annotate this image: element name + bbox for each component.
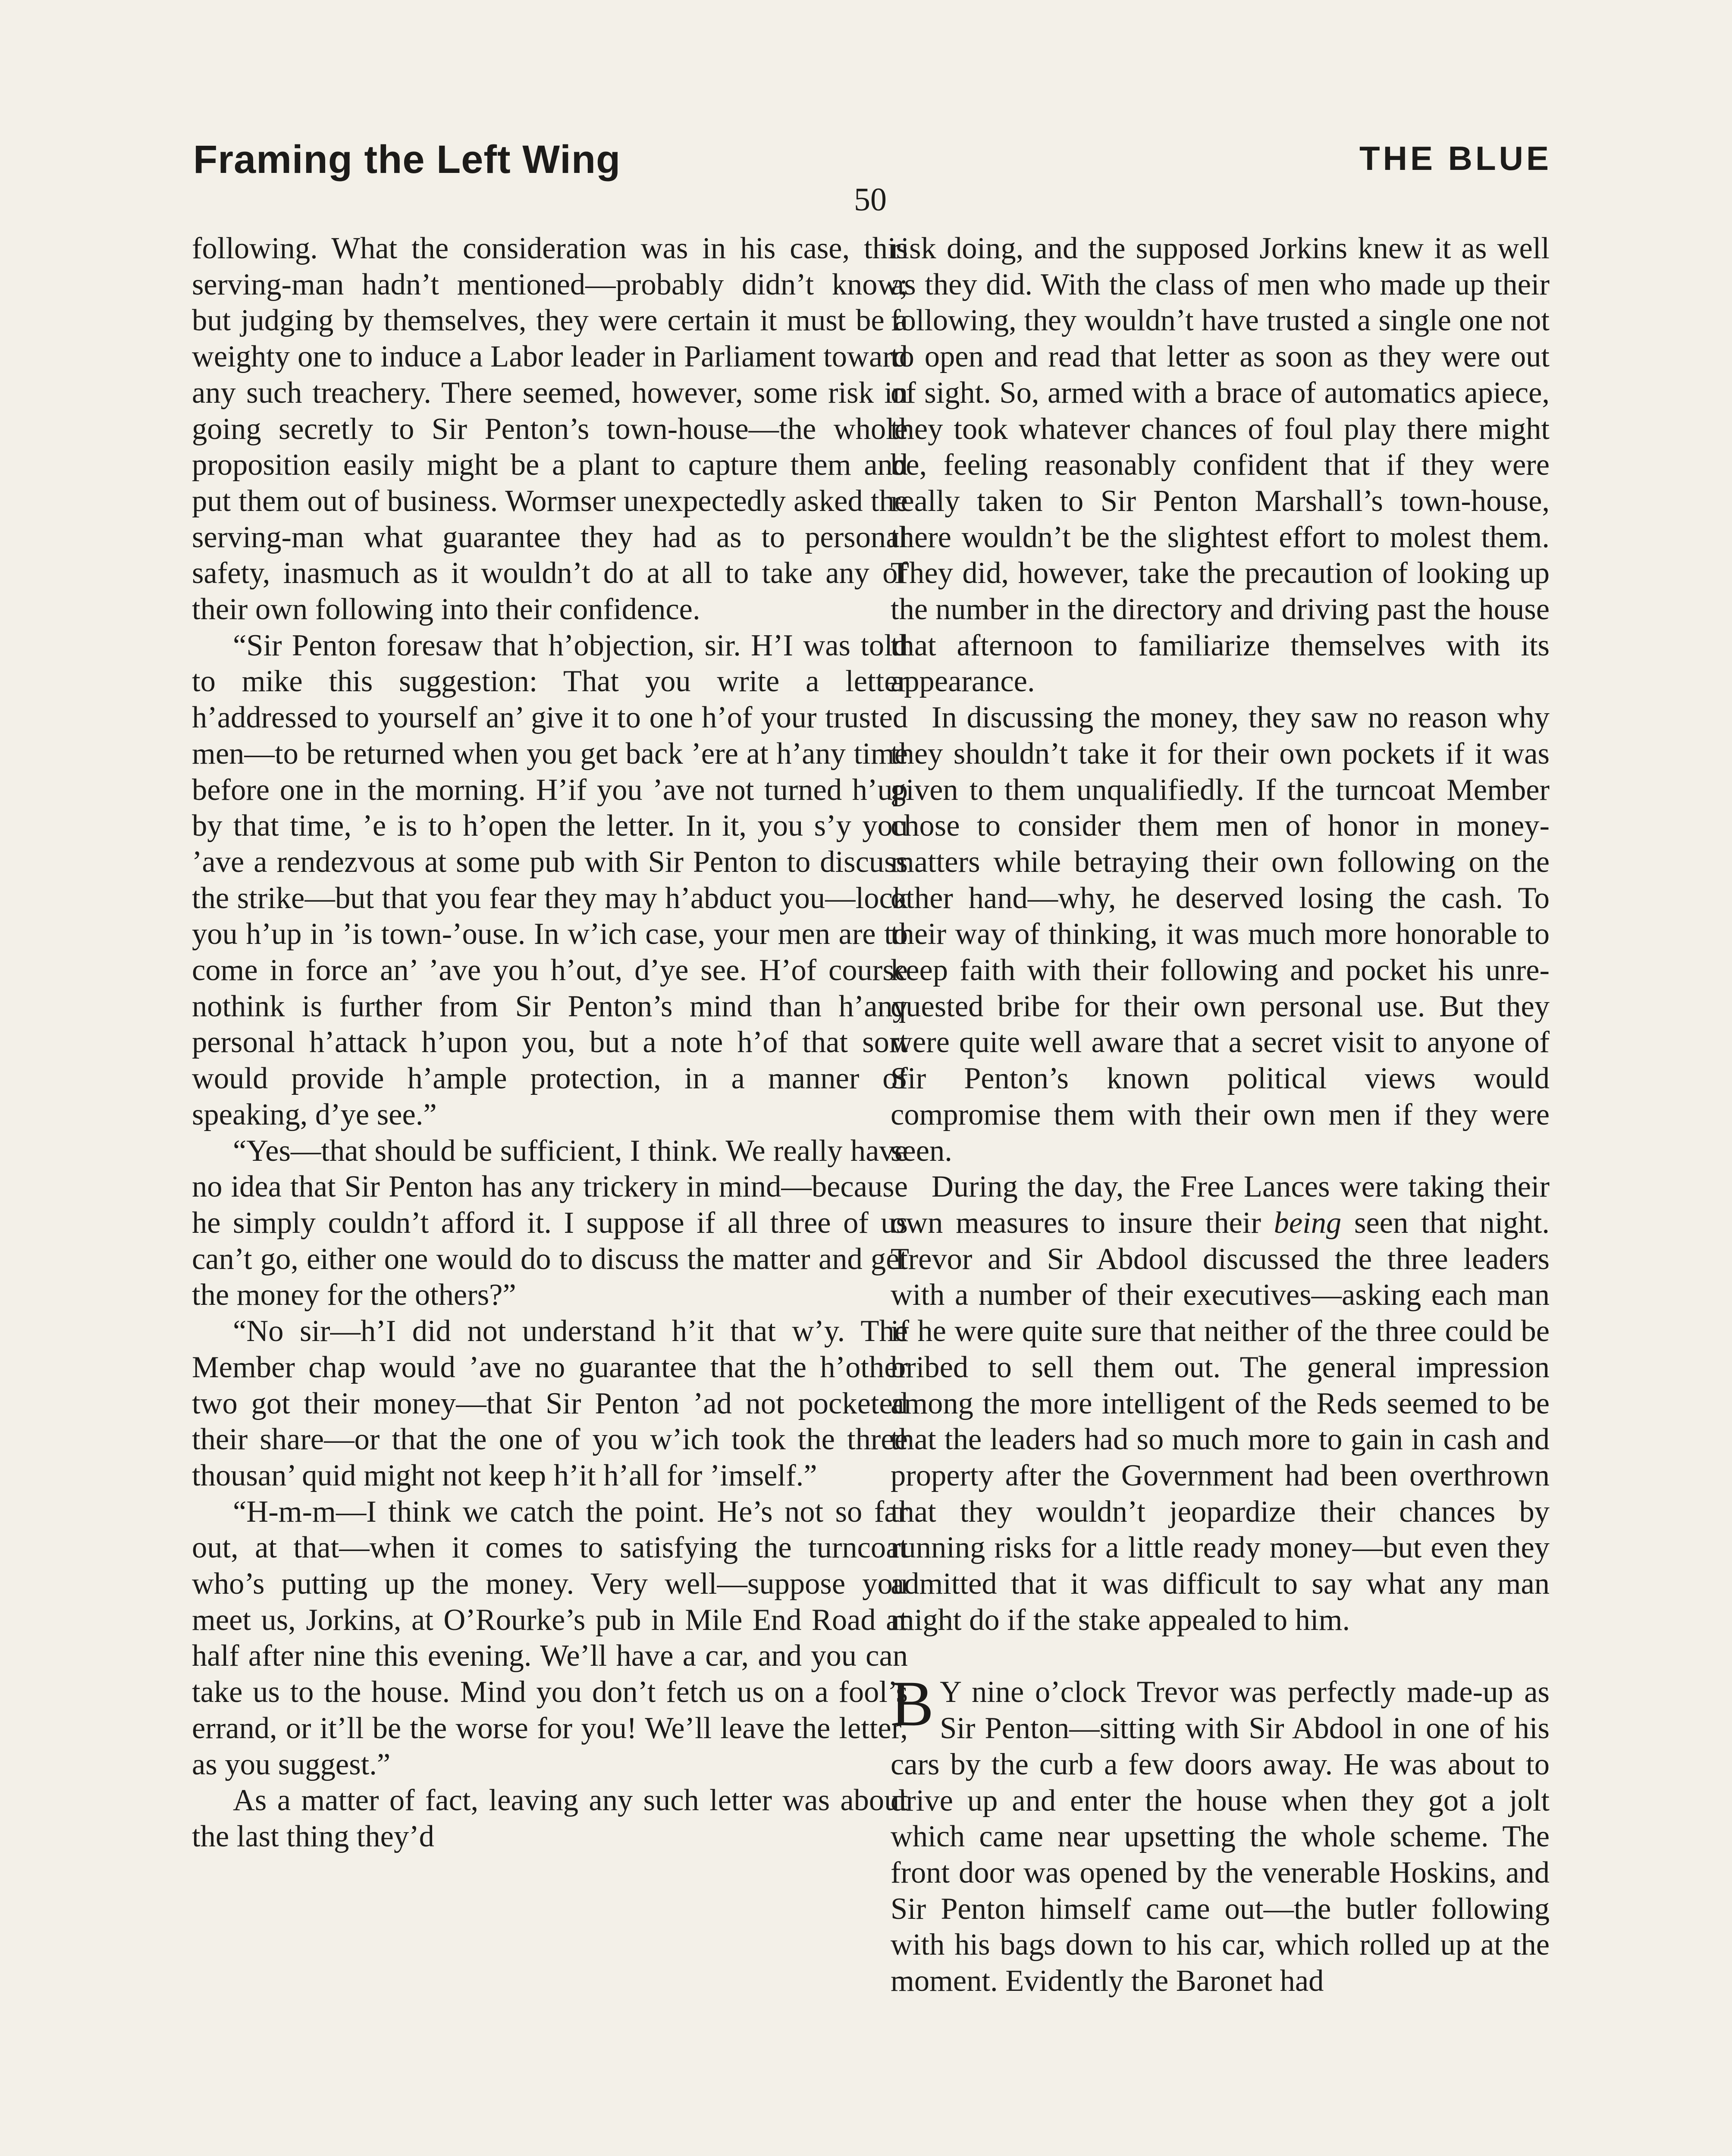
paragraph-text: Y nine o’clock Trevor was perfectly made-up as Sir Penton—sitting with Sir Abdool in one of his cars by the curb a few doors away. He was about to drive up and enter the house when they got a jolt which came near upsetting the whole scheme. The front door was opened by the venerable Hoskins, and Sir Penton himself came out—the butler following with his bags down to his car, which rolled up at the moment. Evidently the Baronet had — [891, 1675, 1550, 1998]
magazine-name: THE BLUE — [1359, 139, 1552, 177]
paragraph: “No sir—h’I did not understand h’it that w’y. The Member chap would ’ave no guarantee that the h’other two got their money—that Sir Penton ’ad not pocketed their share—or that the one of you w’ich took the three thousan’ quid might not keep h’it h’all for ’imself.” — [192, 1314, 908, 1492]
story-title: Framing the Left Wing — [193, 138, 621, 182]
paragraph — [891, 1169, 1550, 1638]
paragraph: “Sir Penton foresaw that h’objection, sir. H’I was told to mike this suggestion: That you write a letter h’addressed to yourself an’ give it to one h’of your trusted men—to be returned when you get back ’ere at h’any time before one in the morning. H’if you ’ave not turned h’up by that time, ’e is to h’open the letter. In it, you s’y you ’ave a rendezvous at some pub with Sir Penton to discuss the strike—but that you fear they may h’abduct you—lock you h’up in ’is town-’ouse. In w’ich case, your men are to come in force an’ ’ave you h’out, d’ye see. H’of course nothink is further from Sir Penton’s mind than h’any personal h’attack h’upon you, but a note h’of that sort would provide h’ample protection, in a manner of speaking, d’ye see.” — [192, 628, 908, 1131]
emphasis-text: being — [1274, 1206, 1342, 1240]
paragraph: “Yes—that should be sufficient, I think. We really have no idea that Sir Penton has any trickery in mind—because he simply couldn’t afford it. I suppose if all three of us can’t go, either one would do to discuss the matter and get the money for the others?” — [192, 1134, 908, 1312]
paragraph: following. What the consideration was in his case, this serving-man hadn’t mentioned—probably didn’t know; but judging by themselves, they were certain it must be a weighty one to induce a Labor leader in Parliament toward any such treachery. There seemed, however, some risk in going secretly to Sir Penton’s town-house—the whole proposition easily might be a plant to capture them and put them out of business. Wormser unexpectedly asked the serving-man what guarantee they had as to personal safety, inasmuch as it wouldn’t do at all to take any of their own following into their confidence. — [192, 232, 908, 627]
paragraph: risk doing, and the supposed Jorkins knew it as well as they did. With the class of men who made up their following, they wouldn’t have trusted a single one not to open and read that letter as soon as they were out of sight. So, armed with a brace of automatics apiece, they took whatever chances of foul play there might be, feeling reasonably confident that if they were really taken to Sir Penton Marshall’s town-house, there wouldn’t be the slightest effort to molest them. They did, however, take the precaution of looking up the number in the directory and driving past the house that afternoon to familiarize themselves with its appearance. — [891, 232, 1550, 699]
paragraph-text: During the day, the Free Lances were taking their own measures to insure their — [891, 1170, 1550, 1240]
drop-cap: B — [891, 1668, 934, 1740]
paragraph-text: seen that night. Trevor and Sir Abdool discussed the three leaders with a number of their executives—asking each man if he were quite sure that neither of the three could be bribed to sell them out. The general impression among the more intelligent of the Reds seemed to be that the leaders had so much more to gain in cash and property after the Government had been overthrown that they wouldn’t jeopardize their chances by running risks for a little ready money—but even they admitted that it was difficult to say what any man might do if the stake appealed to him. — [891, 1206, 1550, 1637]
paragraph: As a matter of fact, leaving any such letter was about the last thing they’d — [192, 1783, 908, 1853]
section-start-paragraph — [891, 1668, 1550, 1999]
paragraph: In discussing the money, they saw no reason why they shouldn’t take it for their own pockets if it was given to them unqualifiedly. If the turncoat Member chose to consider them men of honor in money-matters while betraying their own following on the other hand—why, he deserved losing the cash. To their way of thinking, it was much more honorable to keep faith with their following and pocket his unrequested bribe for their own personal use. But they were quite well aware that a secret visit to anyone of Sir Penton’s known political views would compromise them with their own men if they were seen. — [891, 701, 1550, 1168]
right-column — [891, 231, 1550, 1999]
left-column — [192, 231, 908, 1855]
page-header — [0, 0, 1732, 241]
page-number: 50 — [854, 182, 887, 218]
paragraph: “H-m-m—I think we catch the point. He’s not so far out, at that—when it comes to satisfying the turncoat who’s putting up the money. Very well—suppose you meet us, Jorkins, at O’Rourke’s pub in Mile End Road at half after nine this evening. We’ll have a car, and you can take us to the house. Mind you don’t fetch us on a fool’s errand, or it’ll be the worse for you! We’ll leave the letter, as you suggest.” — [192, 1495, 908, 1781]
